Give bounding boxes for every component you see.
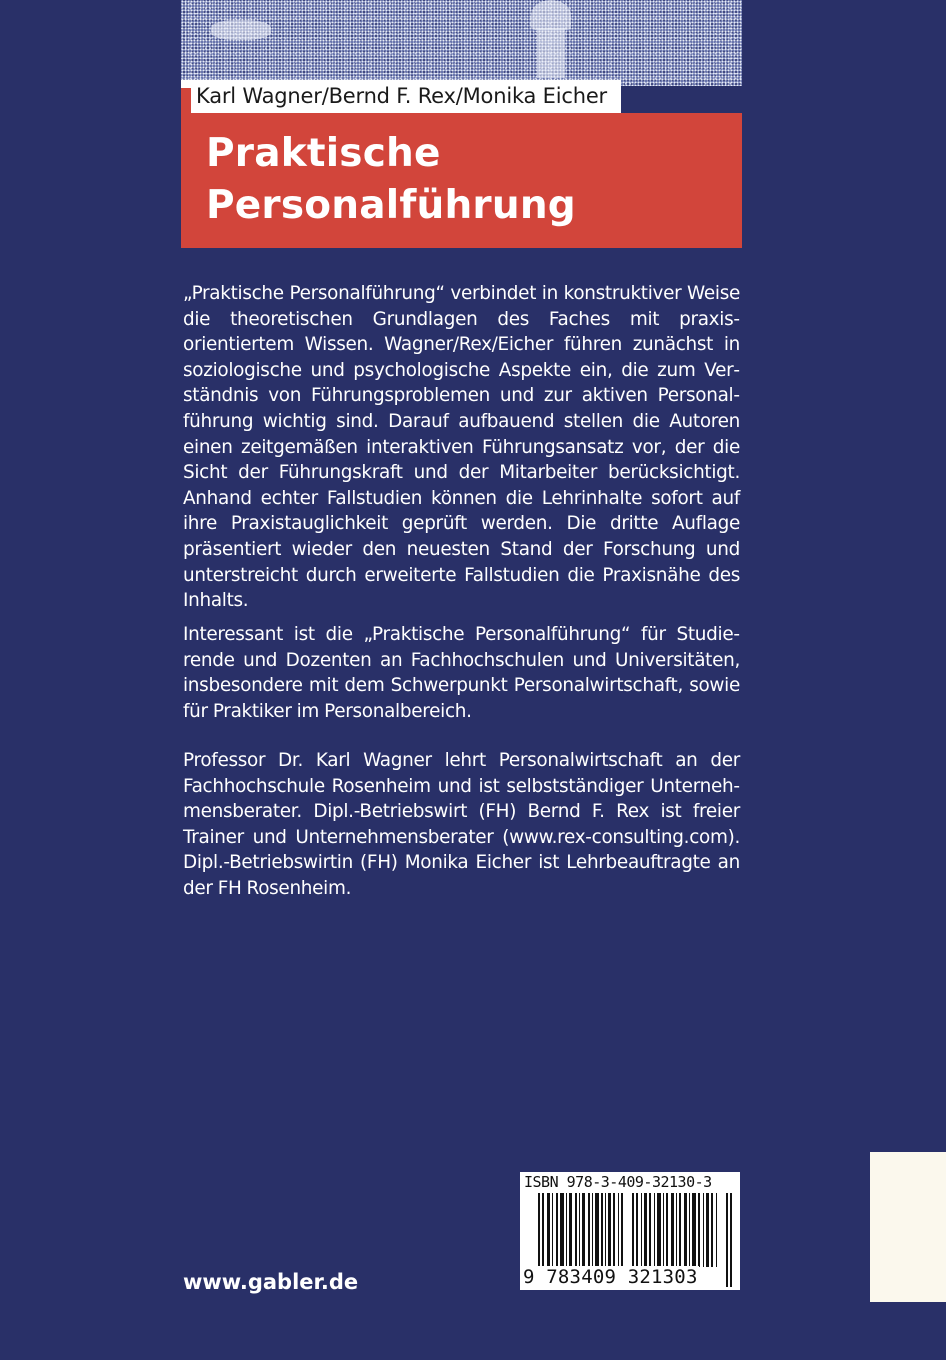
author-bio-paragraph: Professor Dr. Karl Wagner lehrt Personalwirtschaft an der Fachhochschule Rosenheim und ist selbstständiger Unternehmensberater. Dipl.-Betriebswirt (FH) Bernd F. Rex ist freier Trainer und Unternehmensberater (www.rex-consulting.com). Dipl.-Betriebswirtin (FH) Monika Eicher ist Lehrbeauftragte an der FH Rosenheim. — [183, 750, 740, 899]
title-line-1: Praktische — [206, 131, 441, 176]
audience-paragraph: Interessant ist die „Praktische Personalführung“ für Studierende und Dozenten an Fachhochschulen und Universitäten, insbesondere mit dem Schwerpunkt Personalwirtschaft, sowie für Praktiker im Personalbereich. — [183, 624, 740, 722]
book-title — [206, 128, 726, 232]
title-line-2: Personalführung — [206, 183, 576, 228]
spine-label — [870, 1152, 946, 1302]
cover-photo — [181, 0, 742, 86]
authors: Karl Wagner/Bernd F. Rex/Monika Eicher — [196, 84, 607, 108]
publisher-website[interactable]: www.gabler.de — [183, 1270, 359, 1294]
author-bar-accent — [181, 88, 191, 113]
description-paragraph: „Praktische Personalführung“ verbindet in konstruktiver Weise die theoretischen Grundlagen des Faches mit praxisorientiertem Wissen. Wagner/Rex/Eicher führen zunächst in soziologische und psychologische Aspekte ein, die zum Verständnis von Führungsproblemen und zur aktiven Personalführung wichtig sind. Darauf aufbauend stellen die Autoren einen zeitgemäßen interaktiven Führungsansatz vor, der die Sicht der Führungskraft und der Mitarbeiter berücksichtigt. Anhand echter Fallstudien können die Lehrinhalte sofort auf ihre Praxistauglichkeit geprüft werden. Die dritte Auflage präsentiert wieder den neuesten Stand der Forschung und unterstreicht durch erweiterte Fallstudien die Praxisnähe des Inhalts. — [183, 283, 740, 612]
barcode-digits: 9 783409 321303 — [523, 1266, 698, 1288]
isbn-label: ISBN 978-3-409-32130-3 — [524, 1173, 712, 1191]
